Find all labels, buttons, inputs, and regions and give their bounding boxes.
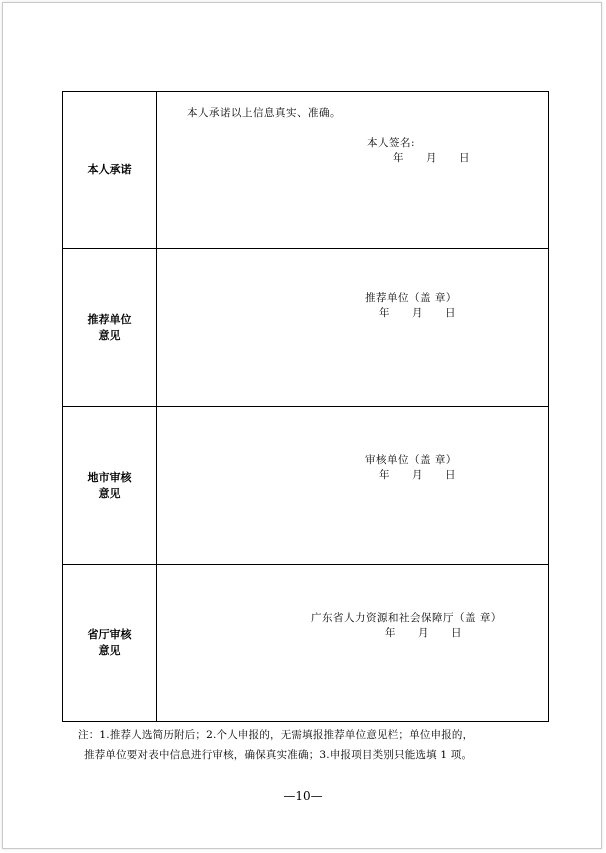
approval-form-table: [62, 91, 549, 722]
label-line: 意见: [98, 328, 121, 342]
label-line: 省厅审核: [87, 628, 132, 641]
footnote-line-1: 注：1.推荐人选简历附后；2.个人申报的，无需填报推荐单位意见栏；单位申报的，: [78, 729, 474, 741]
date-line: 年 月 日: [379, 469, 456, 481]
footnote-line-2: 推荐单位要对表中信息进行审核，确保真实准确；3.申报项目类别只能选填 1 项。: [84, 749, 473, 761]
stamp-label: 审核单位（盖 章）: [365, 454, 457, 466]
footnote: [78, 725, 548, 765]
label-city-review: [63, 407, 157, 565]
stamp-label: 推荐单位（盖 章）: [365, 292, 457, 304]
label-line: 意见: [98, 486, 121, 500]
content-province-review: [157, 565, 549, 722]
label-line: 意见: [98, 644, 121, 657]
pledge-statement: 本人承诺以上信息真实、准确。: [187, 107, 341, 119]
date-line: 年 月 日: [393, 152, 470, 164]
date-line: 年 月 日: [379, 307, 456, 319]
label-line: 本人承诺: [87, 163, 132, 176]
label-line: 地市审核: [87, 470, 132, 484]
label-line: 推荐单位: [87, 312, 132, 326]
content-city-review: [157, 407, 549, 565]
page-number: —10—: [283, 789, 323, 803]
date-line: 年 月 日: [385, 627, 462, 639]
label-recommender-opinion: [63, 249, 157, 407]
stamp-label: 广东省人力资源和社会保障厅（盖 章）: [311, 612, 502, 624]
label-province-review: [63, 565, 157, 722]
table-row-province-review: [63, 565, 549, 722]
content-personal-pledge: [157, 92, 549, 249]
content-recommender-opinion: [157, 249, 549, 407]
table-row-recommender-opinion: [63, 249, 549, 407]
label-personal-pledge: [63, 92, 157, 249]
table-row-city-review: [63, 407, 549, 565]
signature-label: 本人签名:: [367, 137, 416, 149]
table-row-personal-pledge: [63, 92, 549, 249]
